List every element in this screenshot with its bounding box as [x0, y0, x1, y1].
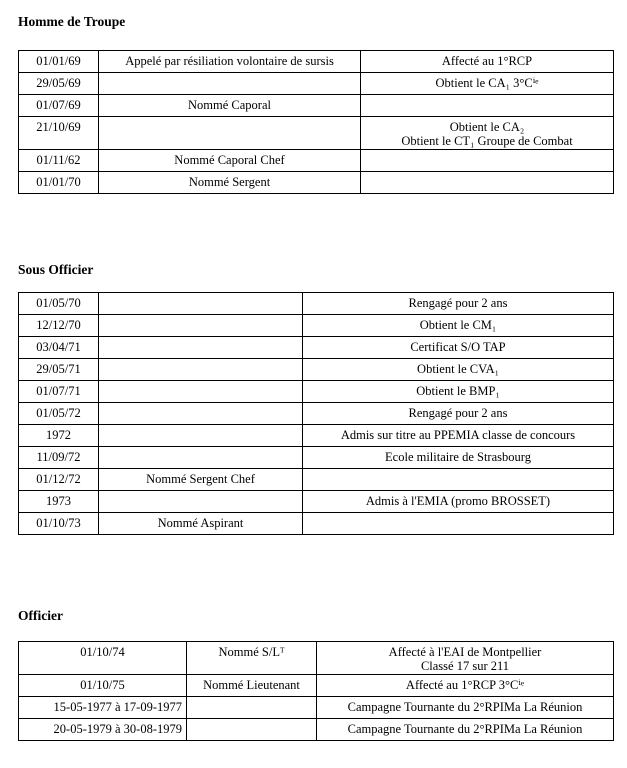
- table-sous-officier: [18, 292, 614, 535]
- date-cell: 29/05/71: [19, 359, 99, 381]
- table-row: [19, 381, 614, 403]
- table-row: [19, 403, 614, 425]
- date-cell: 01/12/72: [19, 469, 99, 491]
- event-cell: Obtient le CM₁: [303, 315, 614, 337]
- table-row: [19, 315, 614, 337]
- table-homme-de-troupe: [18, 50, 614, 194]
- grade-cell: Nommé Caporal: [99, 95, 361, 117]
- event-cell: [361, 172, 614, 194]
- event-cell: [361, 95, 614, 117]
- table-row: [19, 675, 614, 697]
- table-row: [19, 117, 614, 150]
- date-cell: 01/10/75: [19, 675, 187, 697]
- grade-cell: [99, 425, 303, 447]
- date-cell: 03/04/71: [19, 337, 99, 359]
- grade-cell: [99, 359, 303, 381]
- date-cell: 29/05/69: [19, 73, 99, 95]
- event-line: Obtient le CT₁ Groupe de Combat: [401, 134, 573, 148]
- grade-cell: [99, 491, 303, 513]
- event-cell: Certificat S/O TAP: [303, 337, 614, 359]
- date-cell: 1973: [19, 491, 99, 513]
- table-row: [19, 359, 614, 381]
- table-row: [19, 172, 614, 194]
- date-cell: 01/10/73: [19, 513, 99, 535]
- table-row: [19, 513, 614, 535]
- table-row: [19, 697, 614, 719]
- grade-cell: [99, 381, 303, 403]
- table-row: [19, 469, 614, 491]
- grade-cell: Nommé Lieutenant: [187, 675, 317, 697]
- grade-cell: Appelé par résiliation volontaire de sursis: [99, 51, 361, 73]
- grade-cell: Nommé Aspirant: [99, 513, 303, 535]
- date-cell: 01/11/62: [19, 150, 99, 172]
- section-title-sous-officier: Sous Officier: [18, 262, 94, 277]
- table-row: [19, 425, 614, 447]
- table-row: [19, 719, 614, 741]
- event-cell: Rengagé pour 2 ans: [303, 403, 614, 425]
- table-row: [19, 150, 614, 172]
- table-row: [19, 51, 614, 73]
- event-line: Affecté à l'EAI de Montpellier: [388, 645, 542, 659]
- date-cell: 01/07/69: [19, 95, 99, 117]
- event-cell: [361, 117, 614, 150]
- table-officier: [18, 641, 614, 741]
- grade-cell: Nommé S/Lᵀ: [187, 642, 317, 675]
- event-cell: [317, 642, 614, 675]
- event-cell: [303, 513, 614, 535]
- table-row: [19, 293, 614, 315]
- table-row: [19, 337, 614, 359]
- date-cell: 01/01/69: [19, 51, 99, 73]
- event-cell: Campagne Tournante du 2°RPIMa La Réunion: [317, 719, 614, 741]
- table-row: [19, 447, 614, 469]
- date-cell: 11/09/72: [19, 447, 99, 469]
- date-cell: 01/05/72: [19, 403, 99, 425]
- section-title-officier: Officier: [18, 608, 63, 623]
- grade-cell: [187, 719, 317, 741]
- date-cell: 1972: [19, 425, 99, 447]
- date-cell: 20-05-1979 à 30-08-1979: [19, 719, 187, 741]
- grade-cell: Nommé Sergent Chef: [99, 469, 303, 491]
- event-cell: Obtient le CA₁ 3°Cⁱᵉ: [361, 73, 614, 95]
- section-title-homme-de-troupe: Homme de Troupe: [18, 14, 126, 29]
- date-cell: 01/05/70: [19, 293, 99, 315]
- event-line: Classé 17 sur 211: [420, 659, 510, 673]
- event-cell: [303, 469, 614, 491]
- event-cell: Admis sur titre au PPEMIA classe de concours: [303, 425, 614, 447]
- date-cell: 01/10/74: [19, 642, 187, 675]
- date-cell: 21/10/69: [19, 117, 99, 150]
- event-cell: Admis à l'EMIA (promo BROSSET): [303, 491, 614, 513]
- event-cell: Affecté au 1°RCP: [361, 51, 614, 73]
- event-cell: Rengagé pour 2 ans: [303, 293, 614, 315]
- grade-cell: [99, 403, 303, 425]
- grade-cell: [187, 697, 317, 719]
- grade-cell: [99, 447, 303, 469]
- grade-cell: [99, 337, 303, 359]
- table-row: [19, 642, 614, 675]
- event-cell: Affecté au 1°RCP 3°Cⁱᵉ: [317, 675, 614, 697]
- event-cell: Obtient le CVA₁: [303, 359, 614, 381]
- date-cell: 15-05-1977 à 17-09-1977: [19, 697, 187, 719]
- grade-cell: Nommé Sergent: [99, 172, 361, 194]
- event-cell: Ecole militaire de Strasbourg: [303, 447, 614, 469]
- table-row: [19, 73, 614, 95]
- grade-cell: [99, 117, 361, 150]
- grade-cell: [99, 73, 361, 95]
- grade-cell: Nommé Caporal Chef: [99, 150, 361, 172]
- table-row: [19, 95, 614, 117]
- date-cell: 01/07/71: [19, 381, 99, 403]
- grade-cell: [99, 315, 303, 337]
- event-cell: Campagne Tournante du 2°RPIMa La Réunion: [317, 697, 614, 719]
- event-cell: [361, 150, 614, 172]
- date-cell: 12/12/70: [19, 315, 99, 337]
- date-cell: 01/01/70: [19, 172, 99, 194]
- grade-cell: [99, 293, 303, 315]
- event-cell: Obtient le BMP₁: [303, 381, 614, 403]
- event-line: Obtient le CA₂: [449, 120, 525, 134]
- table-row: [19, 491, 614, 513]
